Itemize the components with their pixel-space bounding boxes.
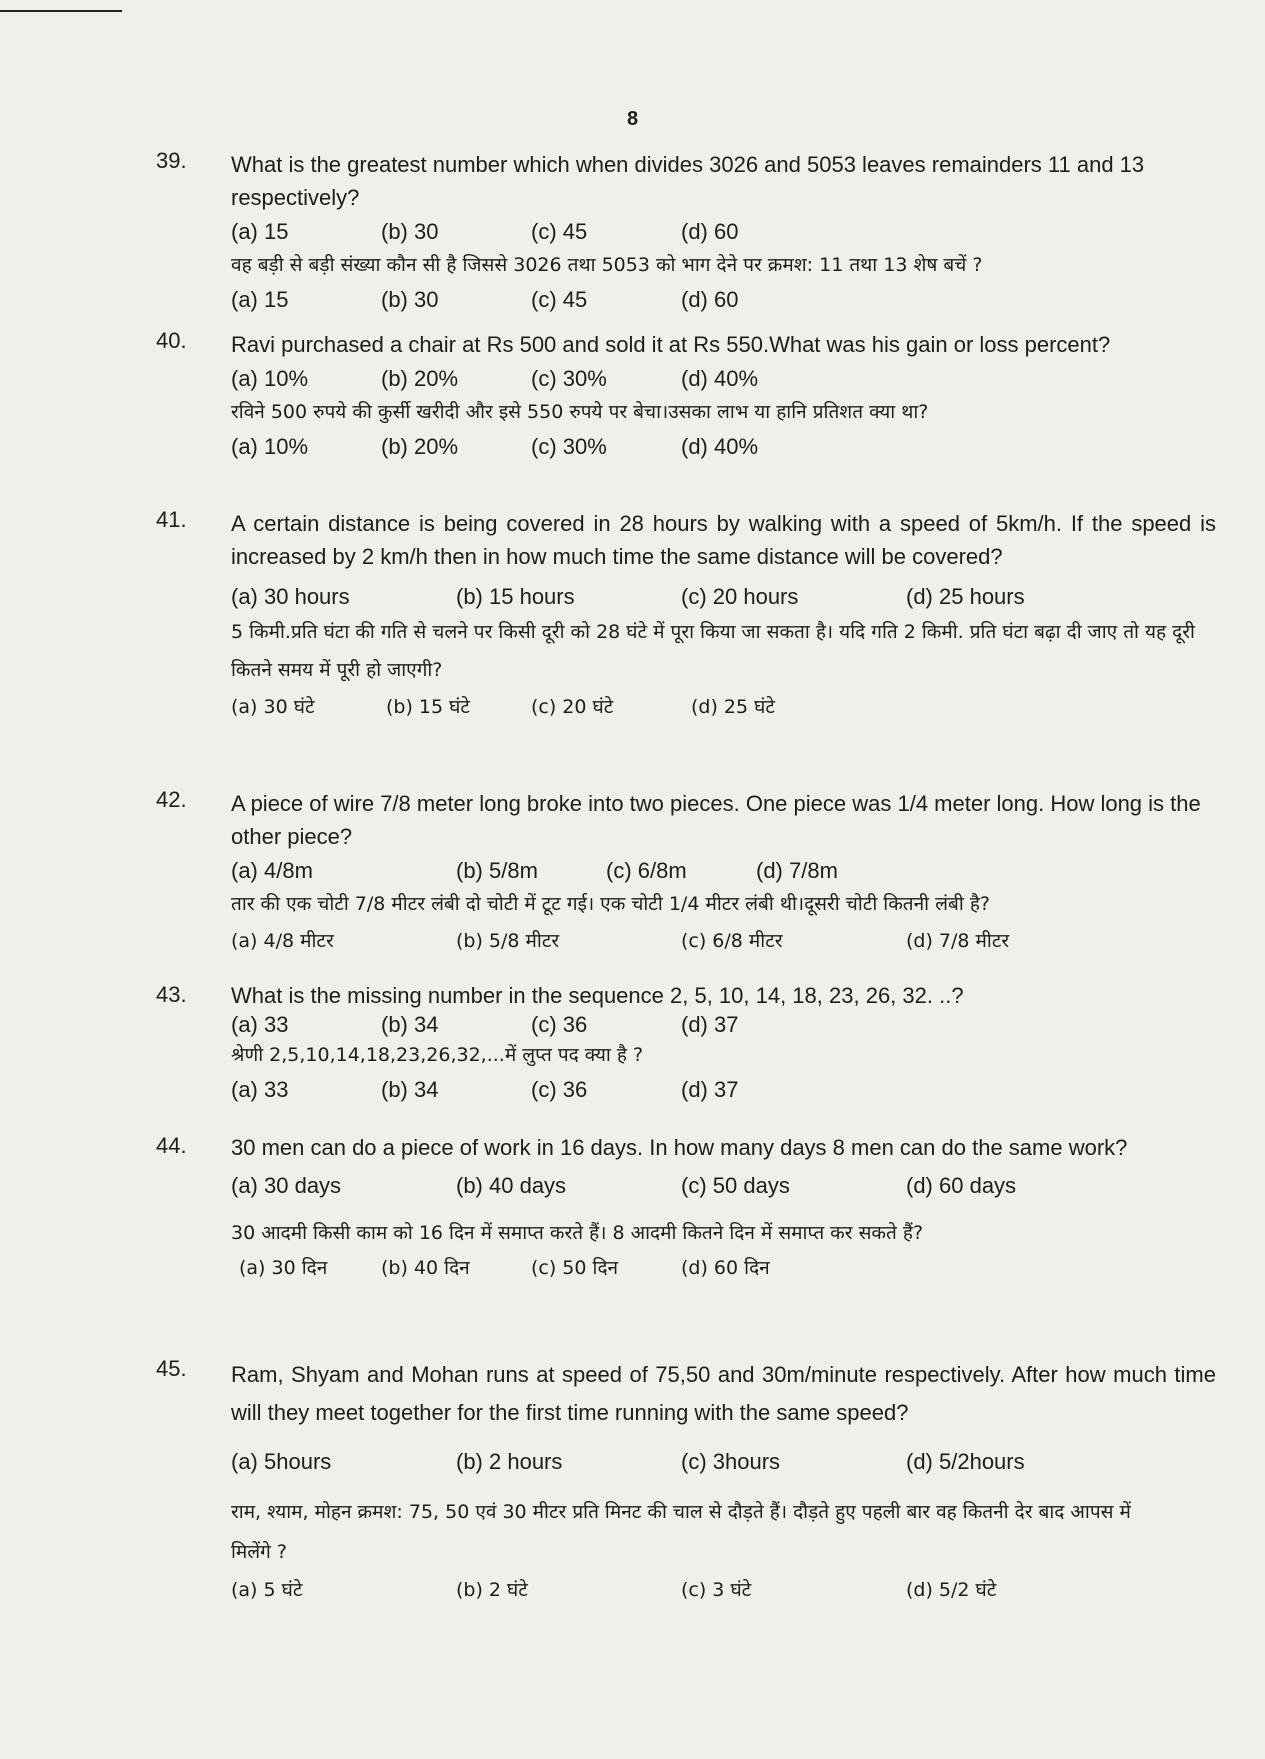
- question-text-hi: रविने 500 रुपये की कुर्सी खरीदी और इसे 550 रुपये पर बेचा।उसका लाभ या हानि प्रतिशत क्या था?: [231, 401, 929, 423]
- option-c: (c) 3hours: [681, 1449, 781, 1474]
- question-number: 40.: [156, 328, 187, 353]
- option-b: (b) 20%: [381, 434, 459, 459]
- option-c: (c) 45: [531, 287, 588, 312]
- options-hi: [231, 1574, 1216, 1606]
- option-a: (a) 33: [231, 1012, 289, 1037]
- option-d: (d) 40%: [681, 434, 759, 459]
- option-c: (c) 36: [531, 1012, 588, 1037]
- option-d: (d) 7/8 मीटर: [906, 930, 1010, 952]
- option-b: (b) 15 hours: [456, 584, 575, 609]
- question-text-en: What is the missing number in the sequence 2, 5, 10, 14, 18, 23, 26, 32. ..?: [231, 983, 964, 1008]
- question-43: [156, 982, 1216, 1106]
- option-d: (d) 40%: [681, 366, 759, 391]
- option-b: (b) 5/8m: [456, 858, 538, 883]
- option-c: (c) 20 hours: [681, 584, 799, 609]
- option-a: (a) 33: [231, 1077, 289, 1102]
- option-d: (d) 25 घंटे: [691, 696, 775, 718]
- question-text-hi: 5 किमी.प्रति घंटा की गति से चलने पर किसी दूरी को 28 घंटे में पूरा किया जा सकता है। यदि गति 2 किमी. प्रति घंटा बढ़ा दी जाए तो यह दूरी कितने समय में पूरी हो जाएगी?: [231, 621, 1195, 681]
- question-text-en: Ravi purchased a chair at Rs 500 and sold it at Rs 550.What was his gain or loss percent?: [231, 332, 1111, 357]
- option-a: (a) 10%: [231, 366, 309, 391]
- option-d: (d) 60: [681, 219, 739, 244]
- question-42: [156, 787, 1216, 957]
- option-d: (d) 60 दिन: [681, 1257, 770, 1279]
- question-text-hi: 30 आदमी किसी काम को 16 दिन में समाप्त करते हैं। 8 आदमी कितने दिन में समाप्त कर सकते हैं?: [231, 1222, 924, 1244]
- options-en: [231, 1012, 1216, 1038]
- question-text-hi: राम, श्याम, मोहन क्रमश: 75, 50 एवं 30 मीटर प्रति मिनट की चाल से दौड़ते हैं। दौड़ते हुए पहली बार वह कितनी देर बाद आपस में मिलेंगे ?: [231, 1501, 1131, 1563]
- option-d: (d) 25 hours: [906, 584, 1025, 609]
- options-hi: [231, 1074, 1216, 1106]
- option-b: (b) 40 days: [456, 1173, 567, 1198]
- question-text-en: A certain distance is being covered in 28 hours by walking with a speed of 5km/h. If the speed is increased by 2 km/h then in how much time the same distance will be covered?: [231, 511, 1216, 569]
- option-c: (c) 36: [531, 1077, 588, 1102]
- option-d: (d) 60: [681, 287, 739, 312]
- question-40: [156, 328, 1216, 463]
- option-c: (c) 20 घंटे: [531, 696, 614, 718]
- question-number: 45.: [156, 1356, 187, 1381]
- option-c: (c) 50 दिन: [531, 1257, 619, 1279]
- question-number: 44.: [156, 1133, 187, 1158]
- option-c: (c) 30%: [531, 434, 607, 459]
- option-a: (a) 15: [231, 219, 289, 244]
- option-d: (d) 37: [681, 1077, 739, 1102]
- options-hi: [231, 284, 1216, 316]
- question-number: 41.: [156, 507, 187, 532]
- question-text-hi: तार की एक चोटी 7/8 मीटर लंबी दो चोटी में टूट गई। एक चोटी 1/4 मीटर लंबी थी।दूसरी चोटी कितनी लंबी है?: [231, 893, 990, 915]
- options-en: [231, 1170, 1216, 1202]
- question-number: 43.: [156, 982, 187, 1007]
- option-c: (c) 6/8m: [606, 858, 687, 883]
- option-a: (a) 10%: [231, 434, 309, 459]
- question-44: [156, 1133, 1216, 1284]
- options-hi: [231, 691, 1216, 723]
- option-a: (a) 15: [231, 287, 289, 312]
- option-c: (c) 50 days: [681, 1173, 790, 1198]
- header-rule: [0, 10, 122, 12]
- option-d: (d) 5/2 घंटे: [906, 1579, 997, 1601]
- option-d: (d) 7/8m: [756, 858, 838, 883]
- option-b: (b) 2 घंटे: [456, 1579, 528, 1601]
- option-b: (b) 40 दिन: [381, 1257, 470, 1279]
- option-c: (c) 6/8 मीटर: [681, 930, 783, 952]
- option-d: (d) 60 days: [906, 1173, 1017, 1198]
- question-text-en: A piece of wire 7/8 meter long broke into two pieces. One piece was 1/4 meter long. How long is the other piece?: [231, 791, 1201, 849]
- option-c: (c) 3 घंटे: [681, 1579, 752, 1601]
- page-number: 8: [626, 108, 639, 130]
- option-a: (a) 30 दिन: [239, 1257, 328, 1279]
- option-b: (b) 34: [381, 1012, 439, 1037]
- options-en: [231, 216, 1216, 248]
- option-a: (a) 30 days: [231, 1173, 342, 1198]
- options-hi: [231, 431, 1216, 463]
- question-text-hi: श्रेणी 2,5,10,14,18,23,26,32,...में लुप्त पद क्या है ?: [231, 1044, 644, 1066]
- options-en: [231, 855, 1216, 887]
- option-c: (c) 45: [531, 219, 588, 244]
- question-text-en: What is the greatest number which when divides 3026 and 5053 leaves remainders 11 and 13 respectively?: [231, 152, 1145, 210]
- option-b: (b) 20%: [381, 366, 459, 391]
- options-hi: [231, 1252, 1216, 1284]
- option-a: (a) 30 hours: [231, 584, 350, 609]
- option-d: (d) 37: [681, 1012, 739, 1037]
- option-a: (a) 5hours: [231, 1449, 332, 1474]
- question-text-en: Ram, Shyam and Mohan runs at speed of 75,50 and 30m/minute respectively. After how much time will they meet together for the first time running with the same speed?: [231, 1362, 1216, 1425]
- question-41: [156, 507, 1216, 723]
- options-en: [231, 363, 1216, 395]
- question-45: [156, 1356, 1216, 1606]
- option-b: (b) 34: [381, 1077, 439, 1102]
- question-text-hi: वह बड़ी से बड़ी संख्या कौन सी है जिससे 3026 तथा 5053 को भाग देने पर क्रमश: 11 तथा 13 शेष बचें ?: [231, 254, 983, 276]
- option-b: (b) 5/8 मीटर: [456, 930, 560, 952]
- options-en: [231, 1446, 1216, 1478]
- options-en: [231, 581, 1216, 613]
- option-d: (d) 5/2hours: [906, 1449, 1025, 1474]
- question-39: [156, 148, 1216, 316]
- option-a: (a) 4/8 मीटर: [231, 930, 334, 952]
- options-hi: [231, 925, 1216, 957]
- option-c: (c) 30%: [531, 366, 607, 391]
- option-b: (b) 30: [381, 287, 439, 312]
- question-text-en: 30 men can do a piece of work in 16 days. In how many days 8 men can do the same work?: [231, 1135, 1128, 1160]
- option-b: (b) 15 घंटे: [386, 696, 470, 718]
- question-number: 39.: [156, 148, 187, 173]
- question-number: 42.: [156, 787, 187, 812]
- option-b: (b) 30: [381, 219, 439, 244]
- option-b: (b) 2 hours: [456, 1449, 563, 1474]
- option-a: (a) 30 घंटे: [231, 696, 315, 718]
- option-a: (a) 4/8m: [231, 858, 313, 883]
- option-a: (a) 5 घंटे: [231, 1579, 303, 1601]
